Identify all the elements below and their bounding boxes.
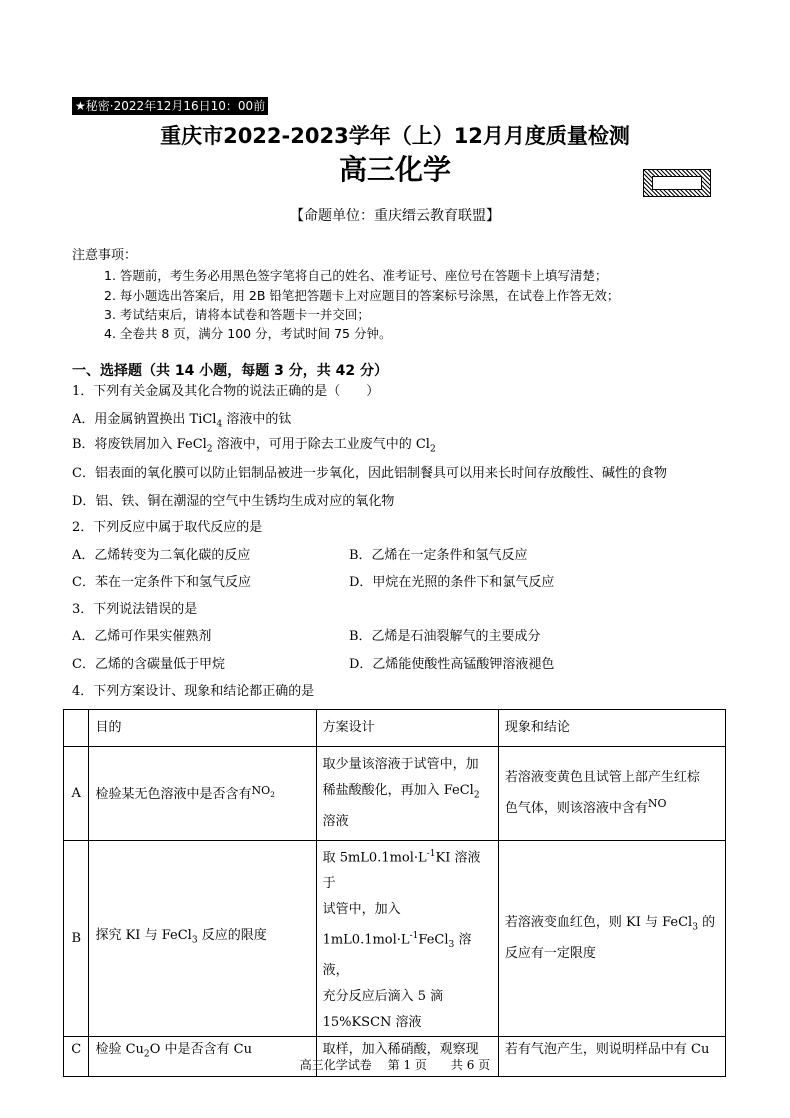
table-row (64, 841, 726, 1037)
q1-option-a: A．用金属钠置换出 TiCl$_4$ 溶液中的钛 (72, 412, 292, 430)
page-total: 6 (466, 1058, 475, 1072)
table-cell: 取少量该溶液于试管中，加 稀盐酸酸化，再加入 FeCl$_2$ 溶液 (316, 747, 498, 841)
table-cell: 检验 $Cu_2O$ 中是否含有 Cu (89, 1037, 316, 1077)
q2-option-b: B．乙烯在一定条件和氢气反应 (349, 548, 528, 563)
q3-option-a: A．乙烯可作果实催熟剂 (72, 629, 212, 644)
table-cell (64, 710, 89, 747)
table-cell: 取样，加入稀硝酸，观察现 (316, 1037, 498, 1077)
table-header-row (64, 710, 726, 747)
q1-option-c: C．铝表面的氧化膜可以防止铝制品被进一步氧化，因此铝制餐具可以用来长时间存放酸性、碱性的食物 (72, 466, 667, 481)
notice-item: 3. 考试结束后，请将本试卷和答题卡一并交回； (104, 307, 370, 322)
row-label: B (64, 841, 89, 1037)
q4-table (63, 709, 726, 1077)
exam-title: 重庆市2022-2023学年（上）12月月度质量检测 (160, 124, 630, 148)
table-cell: 若有气泡产生，则说明样品中有 Cu (498, 1037, 725, 1077)
notice-item: 2. 每小题选出答案后，用 2B 铅笔把答题卡上对应题目的答案标号涂黑，在试卷上作答无效； (104, 288, 620, 303)
table-cell: 若溶液变血红色，则 KI 与 FeCl$_3$ 的 反应有一定限度 (498, 841, 725, 1037)
q2-stem: 2．下列反应中属于取代反应的是 (72, 520, 263, 535)
notice-item: 1. 答题前，考生务必用黑色签字笔将自己的姓名、准考证号、座位号在答题卡上填写清楚； (104, 268, 608, 283)
q4-stem: 4．下列方案设计、现象和结论都正确的是 (72, 684, 315, 699)
q2-option-d: D．甲烷在光照的条件下和氯气反应 (349, 575, 555, 590)
q1-option-b: B．将废铁屑加入 FeCl$_2$ 溶液中，可用于除去工业废气中的 $Cl_2$ (72, 437, 436, 455)
table-cell: 检验某无色溶液中是否含有$^{NO_2}$ (89, 747, 316, 841)
table-header-cell: 目的 (89, 710, 316, 747)
row-label: C (64, 1037, 89, 1077)
page-footer: 高三化学试卷 第 1 页 共 6 页 (299, 1058, 491, 1072)
notice-item: 4. 全卷共 8 页，满分 100 分，考试时间 75 分钟。 (104, 326, 392, 341)
section-heading: 一、选择题（共 14 小题，每题 3 分，共 42 分） (72, 363, 388, 379)
subject-title: 高三化学 (338, 153, 451, 186)
table-cell: 若溶液变黄色且试管上部产生红棕 色气体，则该溶液中含有$^{NO}$ (498, 747, 725, 841)
table-header-cell: 现象和结论 (498, 710, 725, 747)
table-cell: 取 $5mL0.1mol\cdot L^{-1}KI$ 溶液于 试管中，加入 $1mL0.1mol\cdot L^{-1}FeCl_3$ 溶液， 充分反应后滴入 5 滴 15%KSCN 溶液 (316, 841, 498, 1037)
table-row (64, 747, 726, 841)
q2-option-c: C．苯在一定条件下和氢气反应 (72, 575, 251, 590)
secret-label: ★秘密·2022年12月16日10：00前 (72, 97, 268, 115)
q1-stem: 1．下列有关金属及其化合物的说法正确的是（ ） (72, 384, 380, 399)
page-number: 1 (403, 1058, 412, 1072)
q1-option-d: D．铝、铁、铜在潮湿的空气中生锈均生成对应的氧化物 (72, 494, 395, 509)
q2-option-a: A．乙烯转变为二氧化碳的反应 (72, 548, 251, 563)
barcode-stamp (643, 169, 711, 197)
q3-option-c: C．乙烯的含碳量低于甲烷 (72, 657, 225, 672)
q3-stem: 3．下列说法错误的是 (72, 602, 198, 617)
q3-option-b: B．乙烯是石油裂解气的主要成分 (349, 629, 541, 644)
table-header-cell: 方案设计 (316, 710, 498, 747)
author-unit: 【命题单位：重庆缙云教育联盟】 (290, 208, 500, 224)
row-label: A (64, 747, 89, 841)
q3-option-d: D．乙烯能使酸性高锰酸钾溶液褪色 (349, 657, 555, 672)
notice-title: 注意事项： (72, 248, 138, 263)
table-cell: 探究 KI 与 FeCl$_3$ 反应的限度 (89, 841, 316, 1037)
